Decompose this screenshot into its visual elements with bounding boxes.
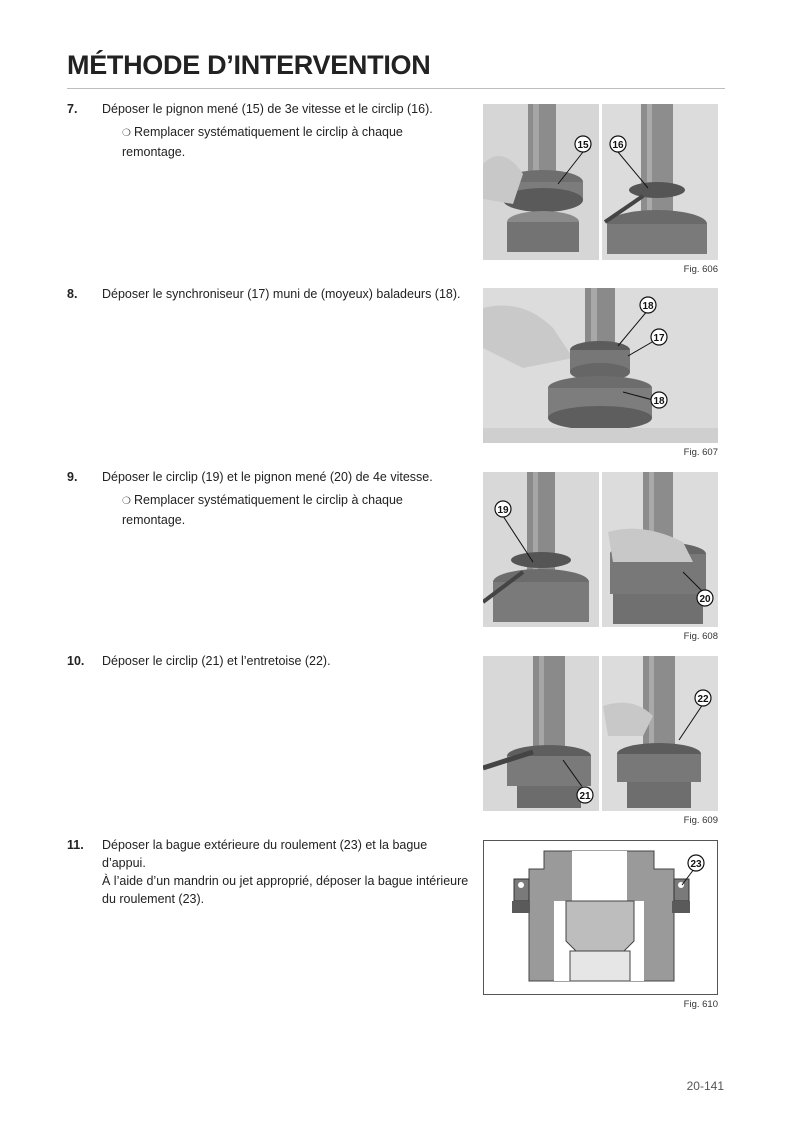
title-divider	[67, 88, 725, 89]
step-text: Déposer le synchroniseur (17) muni de (moyeux) baladeurs (18).	[102, 287, 461, 301]
gearbox-photo	[483, 288, 718, 443]
figure-caption: Fig. 607	[683, 447, 718, 458]
step-text: Déposer le circlip (19) et le pignon mené (20) de 4e vitesse.	[102, 470, 433, 484]
figure-610	[483, 840, 718, 995]
svg-text:15: 15	[577, 140, 589, 151]
figure-caption: Fig. 608	[683, 631, 718, 642]
circle-bullet-icon: ❍	[122, 496, 131, 507]
figure-caption: Fig. 609	[683, 815, 718, 826]
step-note	[122, 491, 467, 529]
step-text-continued: À l’aide d’un mandrin ou jet approprié, déposer la bague intérieure du roulement (23).	[102, 874, 469, 906]
step-number: 11.	[67, 838, 84, 852]
step-text-block	[102, 836, 474, 908]
step-9	[67, 468, 467, 527]
svg-text:19: 19	[497, 505, 509, 516]
bearing-diagram	[484, 841, 717, 994]
svg-text:16: 16	[612, 140, 624, 151]
svg-text:17: 17	[653, 333, 665, 344]
note-text: Remplacer systématiquement le circlip à chaque remontage.	[122, 493, 403, 527]
step-text: Déposer le circlip (21) et l’entretoise (22).	[102, 654, 331, 668]
step-number: 9.	[67, 470, 78, 484]
figure-606	[483, 104, 718, 260]
figure-609	[483, 656, 718, 811]
svg-text:18: 18	[653, 396, 665, 407]
step-number: 7.	[67, 102, 78, 116]
svg-text:23: 23	[690, 859, 702, 870]
gearbox-photo	[483, 104, 718, 260]
svg-text:20: 20	[699, 594, 711, 605]
figure-608	[483, 472, 718, 627]
figure-caption: Fig. 610	[683, 999, 718, 1010]
gearbox-photo	[483, 656, 718, 811]
step-note	[122, 123, 467, 161]
page-title: MÉTHODE D’INTERVENTION	[67, 50, 431, 80]
step-text: Déposer le pignon mené (15) de 3e vitesse et le circlip (16).	[102, 102, 433, 116]
step-10	[67, 652, 467, 672]
circle-bullet-icon: ❍	[122, 128, 131, 139]
step-7	[67, 100, 467, 159]
page-number: 20-141	[686, 1079, 724, 1093]
step-text: Déposer la bague extérieure du roulement (23) et la bague d’appui.	[102, 838, 428, 870]
step-11	[67, 836, 469, 906]
step-8	[67, 285, 467, 305]
figure-caption: Fig. 606	[683, 264, 718, 275]
step-number: 10.	[67, 654, 85, 668]
svg-text:18: 18	[642, 301, 654, 312]
note-text: Remplacer systématiquement le circlip à chaque remontage.	[122, 125, 403, 159]
figure-607	[483, 288, 718, 443]
svg-text:22: 22	[697, 694, 709, 705]
gearbox-photo	[483, 472, 718, 627]
svg-text:21: 21	[579, 791, 591, 802]
step-number: 8.	[67, 287, 78, 301]
